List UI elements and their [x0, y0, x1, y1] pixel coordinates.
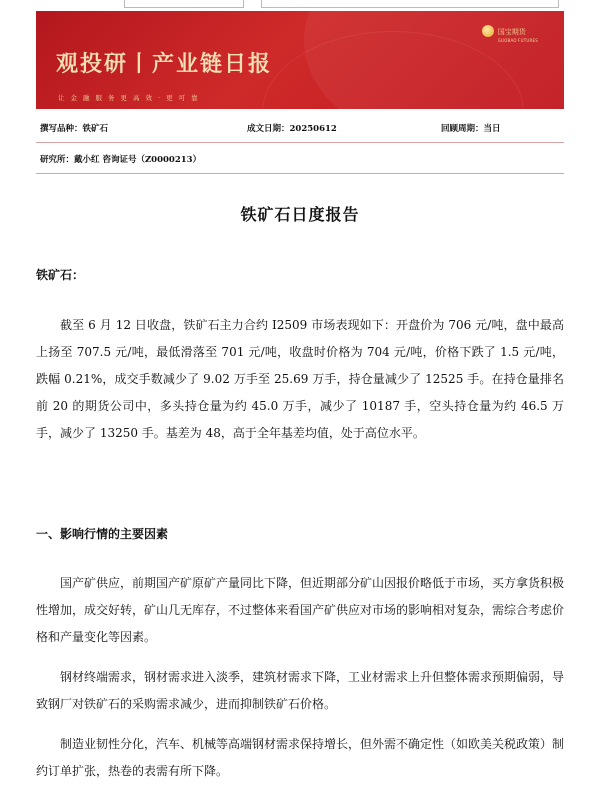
meta-institute-value: 戴小红 咨询证号（Z0000213）	[74, 155, 202, 165]
factor-paragraph-demand: 钢材终端需求，钢材需求进入淡季，建筑材需求下降，工业材需求上升但整体需求预期偏弱，导致钢厂对铁矿石的采购需求减少，进而抑制铁矿石价格。	[36, 670, 565, 711]
logo-subtext: GUOBAO FUTURES	[497, 38, 538, 43]
header-banner	[36, 11, 564, 109]
meta-variety-label: 撰写品种：	[40, 124, 83, 134]
meta-divider-1	[36, 142, 564, 143]
meta-divider-2	[36, 173, 564, 174]
meta-date-label: 成文日期：	[247, 124, 290, 134]
meta-institute	[40, 153, 201, 165]
document-title: 铁矿石日度报告	[240, 205, 360, 224]
logo-text: 国宝期货	[497, 28, 526, 36]
logo-emblem-icon	[482, 25, 494, 37]
meta-institute-label: 研究所：	[40, 155, 75, 165]
banner-slogan: 让金融服务更高效·更可靠	[58, 94, 204, 102]
summary-paragraph: 截至 6 月 12 日收盘，铁矿石主力合约 I2509 市场表现如下：开盘价为 706 元/吨，盘中最高上扬至 707.5 元/吨，最低滑落至 701 元/吨，收盘时价格为 704 元/吨，价格下跌了 1.5 元/吨，跌幅 0.21%，成交手数减少了 9.02 万手至 25.69 万手，持仓量减少了 12525 手。在持仓量排名前 20 的期货公司中，多头持仓量为约 45.0 万手，减少了 10187 手，空头持仓量为约 46.5 万手，减少了 13250 手。基差为 48，高于全年基差均值，处于高位水平。	[36, 318, 564, 440]
meta-variety-value: 铁矿石	[82, 124, 109, 134]
top-page-box-left	[124, 0, 244, 8]
factor-paragraph-manufacturing: 制造业韧性分化，汽车、机械等高端钢材需求保持增长，但外需不确定性（如欧美关税政策）制约订单扩张，热卷的表需有所下降。	[36, 737, 565, 778]
meta-variety	[40, 122, 108, 134]
section-heading-factors: 一、影响行情的主要因素	[36, 527, 169, 541]
meta-date	[247, 122, 337, 134]
top-page-box-right	[261, 0, 559, 8]
meta-period-label: 回顾周期：	[441, 124, 484, 134]
meta-date-value: 20250612	[289, 124, 337, 134]
meta-period	[441, 122, 501, 134]
section-heading-ore: 铁矿石：	[36, 268, 85, 282]
factor-paragraph-supply: 国产矿供应，前期国产矿原矿产量同比下降，但近期部分矿山因报价略低于市场，买方拿货积极性增加，成交好转，矿山几无库存，不过整体来看国产矿供应对市场的影响相对复杂，需综合考虑价格和产量变化等因素。	[36, 576, 565, 644]
company-logo	[482, 19, 538, 43]
banner-title: 观投研丨产业链日报	[56, 52, 273, 77]
meta-period-value: 当日	[483, 124, 501, 134]
